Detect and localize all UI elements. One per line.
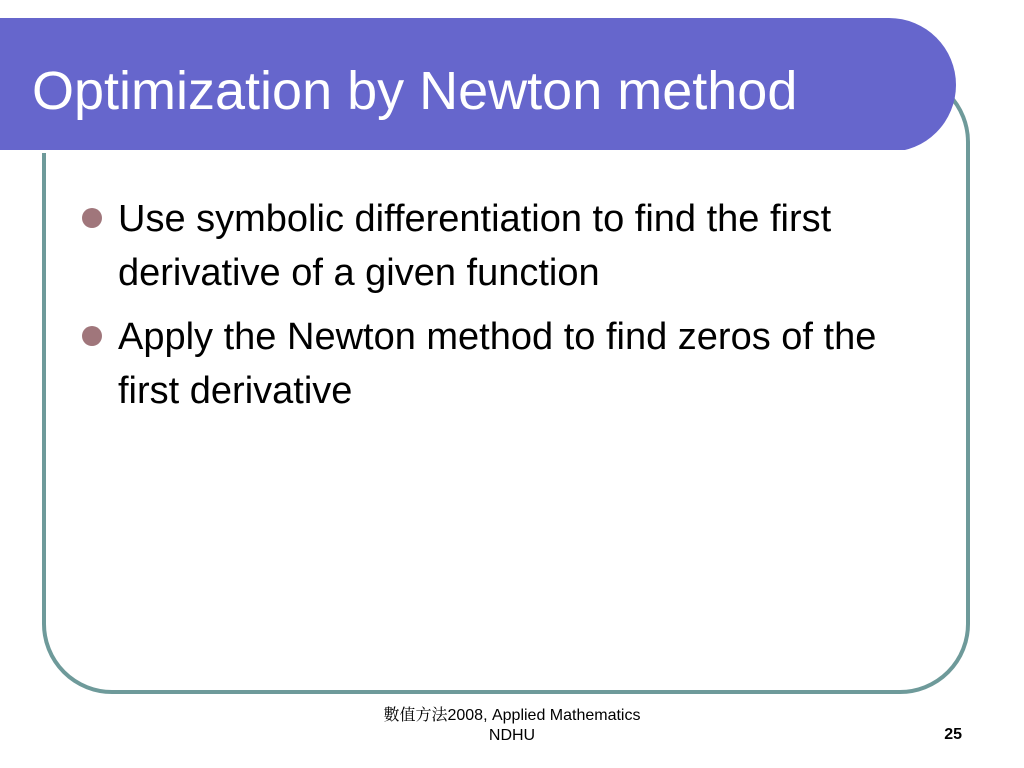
bullet-dot-icon [82, 326, 102, 346]
bullet-text: Apply the Newton method to find zeros of the first derivative [118, 316, 877, 412]
title-underline [0, 150, 906, 153]
footer-line-2: NDHU [488, 727, 536, 744]
bullet-item [80, 310, 910, 418]
footer [312, 706, 712, 746]
slide-title: Optimization by Newton method [32, 61, 798, 121]
title-bar [0, 18, 956, 152]
bullet-item [80, 192, 910, 300]
footer-line-1: 數值方法2008, Applied Mathematics [383, 707, 641, 724]
bullet-text: Use symbolic differentiation to find the first derivative of a given function [118, 198, 832, 294]
bullet-list [80, 192, 910, 428]
bullet-dot-icon [82, 208, 102, 228]
page-number: 25 [944, 726, 962, 743]
